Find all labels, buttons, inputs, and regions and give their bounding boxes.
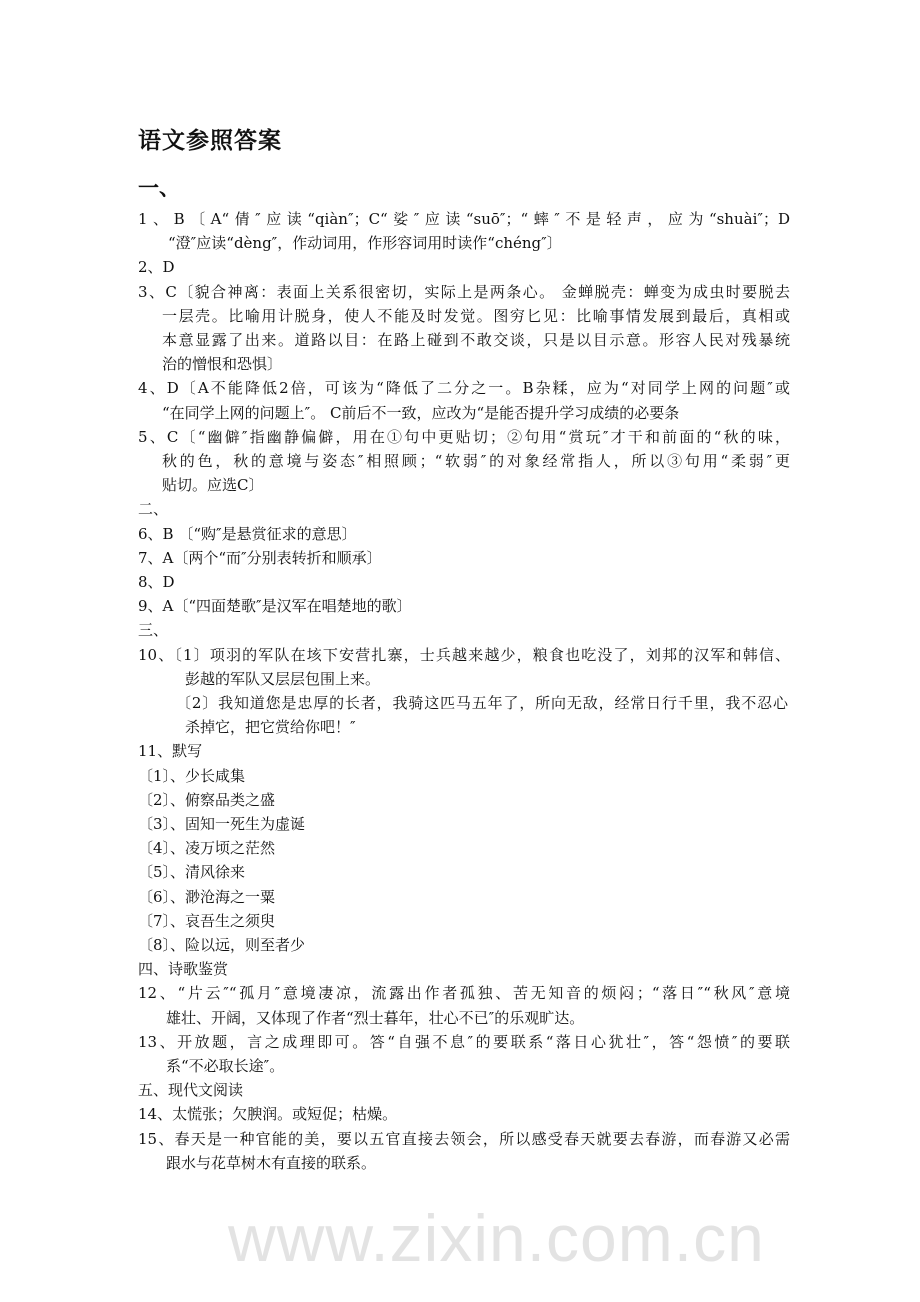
answer-line: 4、D〔A不能降低2倍，可该为“降低了二分之一。B杂糅，应为“对同学上网的问题″或 — [138, 379, 790, 398]
answer-line: 1、B〔A“倩″应读“qiàn″；C“娑″应读“suō″；“蟀″不是轻声，应为“shuài″；D — [138, 210, 790, 228]
answer-line: 一层壳。比喻用计脱身，使人不能及时发觉。图穷匕见：比喻事情发展到最后，真相或 — [162, 306, 790, 325]
answer-line: 贴切。应选C〕 — [162, 476, 264, 495]
answer-line: 2、D — [138, 258, 175, 277]
answer-line: 系“不必取长途″。 — [166, 1057, 285, 1075]
section-heading-one: 一、 — [138, 175, 180, 200]
answer-line: 〔1〕、少长咸集 — [138, 766, 246, 785]
answer-line: 秋的色，秋的意境与姿态″相照顾；“软弱″的对象经常指人，所以③句用“柔弱″更 — [162, 452, 790, 470]
answer-line: 13、开放题，言之成理即可。答“自强不息″的要联系“落日心犹壮″，答“怨愤″的要联 — [138, 1032, 790, 1051]
page-title: 语文参照答案 — [138, 127, 282, 154]
answer-line: “澄″应读“dèng″，作动词用，作形容词用时读作“chéng″〕 — [168, 234, 562, 253]
answer-line: 5、C〔“幽僻″指幽静偏僻，用在①句中更贴切；②句用“赏玩″才干和前面的“秋的味， — [138, 427, 790, 446]
answer-line: 7、A〔两个“而″分别表转折和顺承〕 — [138, 548, 382, 567]
answer-line: 杀掉它，把它赏给你吧！″ — [185, 718, 356, 737]
answer-line: 〔5〕、清风徐来 — [138, 863, 246, 882]
answer-line: 12、“片云″“孤月″意境凄凉，流露出作者孤独、苦无知音的烦闷；“落日″“秋风″意境 — [138, 984, 790, 1003]
answer-line: 〔2〕、俯察品类之盛 — [138, 790, 276, 809]
answer-line: “在同学上网的问题上″。 C前后不一致，应改为“是能否提升学习成绩的必要条 — [162, 403, 680, 422]
answer-line: 9、A〔“四面楚歌″是汉军在唱楚地的歌〕 — [138, 597, 412, 616]
answer-line: 8、D — [138, 573, 175, 591]
answer-line: 〔4〕、凌万顷之茫然 — [138, 839, 276, 858]
answer-line: 10、〔1〕项羽的军队在垓下安营扎寨，士兵越来越少，粮食也吃没了，刘邦的汉军和韩信、 — [138, 645, 790, 664]
answer-line: 15、春天是一种官能的美，要以五官直接去领会，所以感受春天就要去春游，而春游又必需 — [138, 1129, 790, 1148]
answer-line: 11、默写 — [138, 742, 203, 761]
answer-line: 二、 — [138, 500, 169, 519]
answer-line: 雄壮、开阔，又体现了作者“烈士暮年，壮心不已″的乐观旷达。 — [166, 1008, 585, 1027]
answer-line: 14、太慌张；欠腴润。或短促；枯燥。 — [138, 1105, 398, 1124]
answer-line: 〔3〕、固知一死生为虚诞 — [138, 815, 306, 833]
watermark: www.zixin.com.cn — [228, 1201, 765, 1275]
answer-line: 本意显露了出来。道路以目：在路上碰到不敢交谈，只是以目示意。形容人民对残暴统 — [162, 331, 790, 349]
answer-line: 五、现代文阅读 — [138, 1081, 244, 1100]
answer-line: 三、 — [138, 621, 169, 640]
answer-line: 〔2〕我知道您是忠厚的长者，我骑这匹马五年了，所向无敌，经常日行千里，我不忍心 — [176, 694, 788, 712]
answer-line: 〔8〕、险以远，则至者少 — [138, 936, 306, 954]
answer-line: 3、C〔貌合神离：表面上关系很密切，实际上是两条心。 金蝉脱壳：蝉变为成虫时要脱去 — [138, 282, 790, 301]
answer-line: 跟水与花草树木有直接的联系。 — [166, 1153, 377, 1172]
answer-line: 〔6〕、渺沧海之一粟 — [138, 887, 276, 906]
answer-line: 四、诗歌鉴赏 — [138, 960, 229, 979]
answer-line: 〔7〕、哀吾生之须臾 — [138, 911, 276, 930]
answer-line: 彭越的军队又层层包围上来。 — [185, 669, 381, 688]
answer-line: 6、B 〔“购″是悬赏征求的意思〕 — [138, 524, 357, 543]
answer-line: 治的憎恨和恐惧〕 — [162, 355, 283, 374]
